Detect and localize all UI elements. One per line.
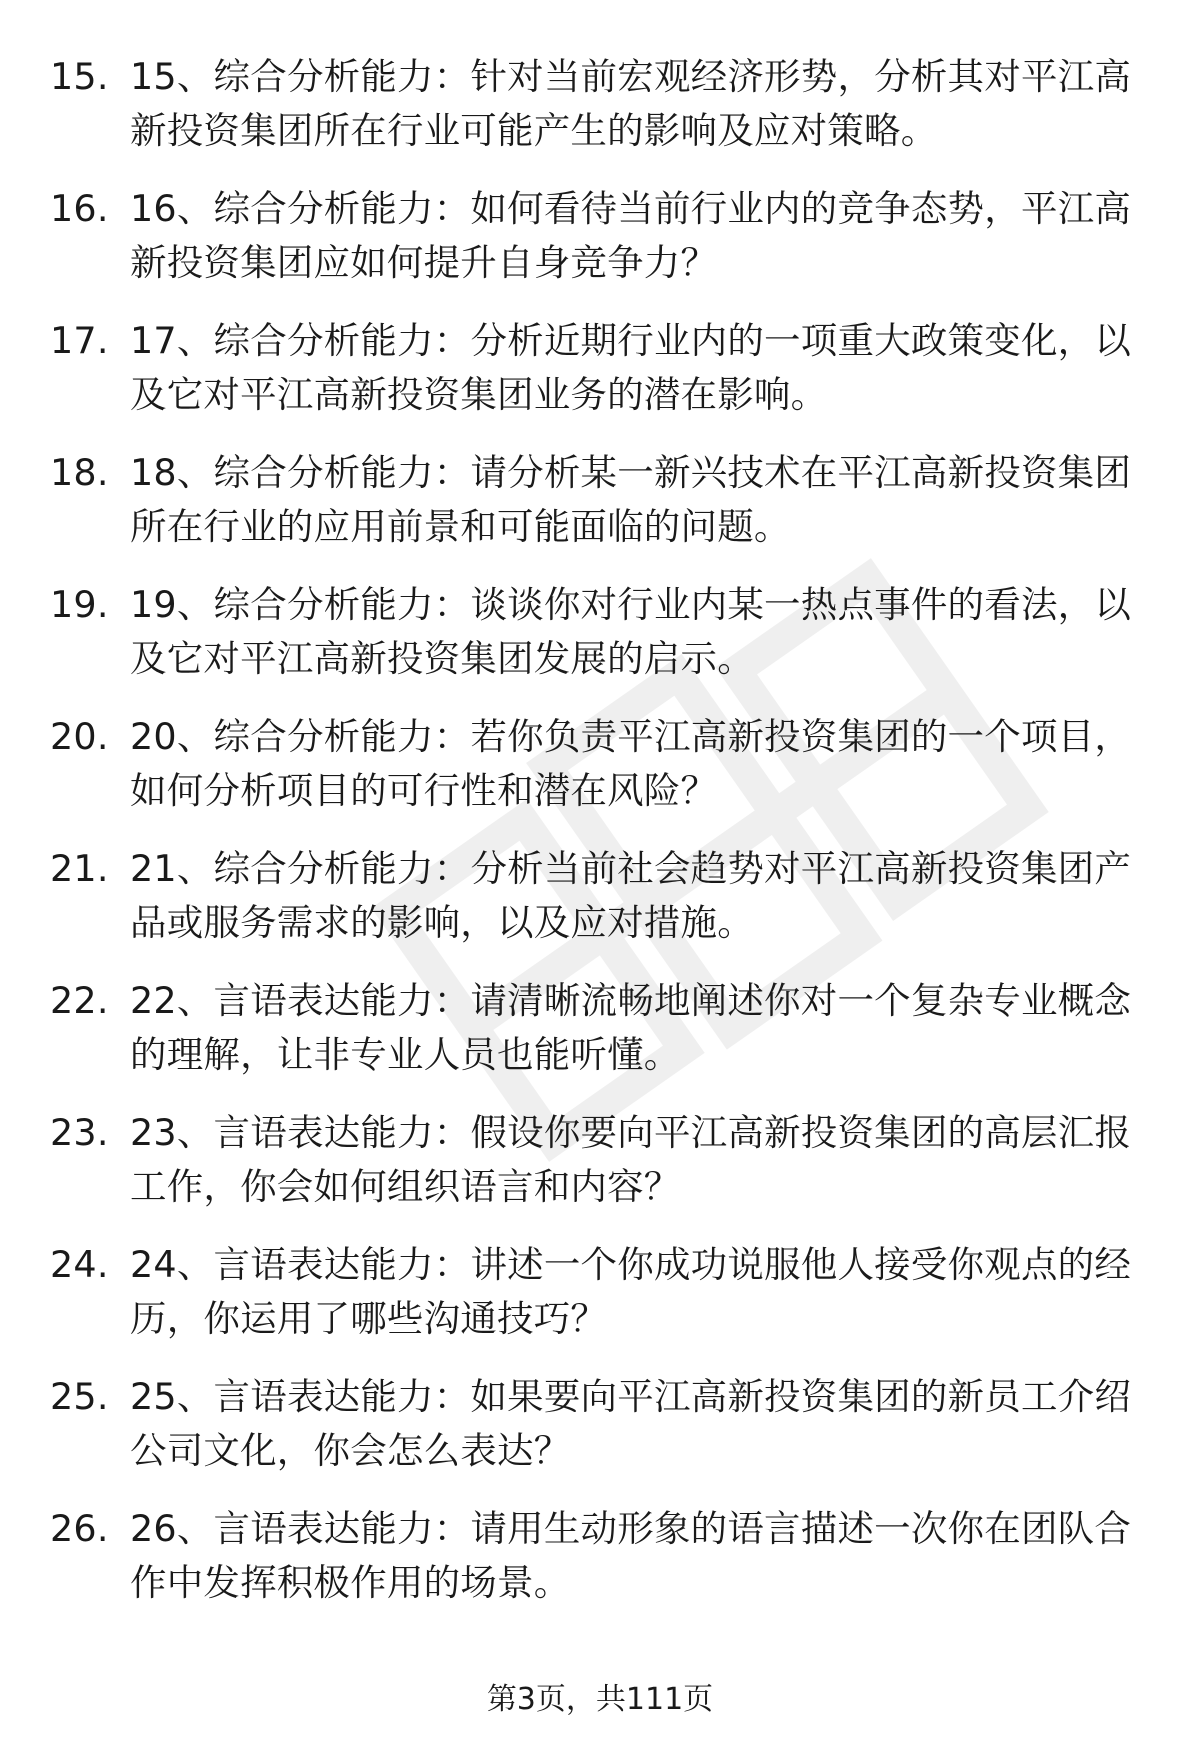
item-number: 22. (50, 979, 109, 1022)
list-item (50, 182, 1140, 290)
item-text: 18、综合分析能力：请分析某一新兴技术在平江高新投资集团所在行业的应用前景和可能面临的问题。 (130, 451, 1132, 548)
item-number: 21. (50, 847, 109, 890)
list-item (50, 1106, 1140, 1214)
page-number-footer: 第3页，共111页 (486, 1682, 714, 1717)
list-item (50, 842, 1140, 950)
item-text: 20、综合分析能力：若你负责平江高新投资集团的一个项目，如何分析项目的可行性和潜在风险？ (130, 715, 1132, 812)
item-number: 18. (50, 451, 109, 494)
item-text: 17、综合分析能力：分析近期行业内的一项重大政策变化，以及它对平江高新投资集团业务的潜在影响。 (130, 319, 1132, 416)
item-text: 24、言语表达能力：讲述一个你成功说服他人接受你观点的经历，你运用了哪些沟通技巧？ (130, 1243, 1132, 1340)
item-number: 25. (50, 1375, 109, 1418)
list-item (50, 1238, 1140, 1346)
item-text: 26、言语表达能力：请用生动形象的语言描述一次你在团队合作中发挥积极作用的场景。 (130, 1507, 1132, 1604)
item-text: 25、言语表达能力：如果要向平江高新投资集团的新员工介绍公司文化，你会怎么表达？ (130, 1375, 1132, 1472)
item-number: 23. (50, 1111, 109, 1154)
list-item (50, 314, 1140, 422)
list-item (50, 710, 1140, 818)
item-text: 19、综合分析能力：谈谈你对行业内某一热点事件的看法，以及它对平江高新投资集团发展的启示。 (130, 583, 1132, 680)
item-text: 22、言语表达能力：请清晰流畅地阐述你对一个复杂专业概念的理解，让非专业人员也能听懂。 (130, 979, 1132, 1076)
question-list (50, 50, 1140, 1634)
item-text: 16、综合分析能力：如何看待当前行业内的竞争态势，平江高新投资集团应如何提升自身竞争力？ (130, 187, 1132, 284)
item-text: 15、综合分析能力：针对当前宏观经济形势，分析其对平江高新投资集团所在行业可能产生的影响及应对策略。 (130, 55, 1132, 152)
item-number: 26. (50, 1507, 109, 1550)
item-number: 15. (50, 55, 109, 98)
item-number: 24. (50, 1243, 109, 1286)
item-number: 16. (50, 187, 109, 230)
item-number: 17. (50, 319, 109, 362)
item-number: 19. (50, 583, 109, 626)
list-item (50, 1370, 1140, 1478)
list-item (50, 1502, 1140, 1610)
list-item (50, 50, 1140, 158)
list-item (50, 974, 1140, 1082)
list-item (50, 446, 1140, 554)
item-text: 23、言语表达能力：假设你要向平江高新投资集团的高层汇报工作，你会如何组织语言和内容？ (130, 1111, 1132, 1208)
item-text: 21、综合分析能力：分析当前社会趋势对平江高新投资集团产品或服务需求的影响，以及应对措施。 (130, 847, 1132, 944)
list-item (50, 578, 1140, 686)
item-number: 20. (50, 715, 109, 758)
